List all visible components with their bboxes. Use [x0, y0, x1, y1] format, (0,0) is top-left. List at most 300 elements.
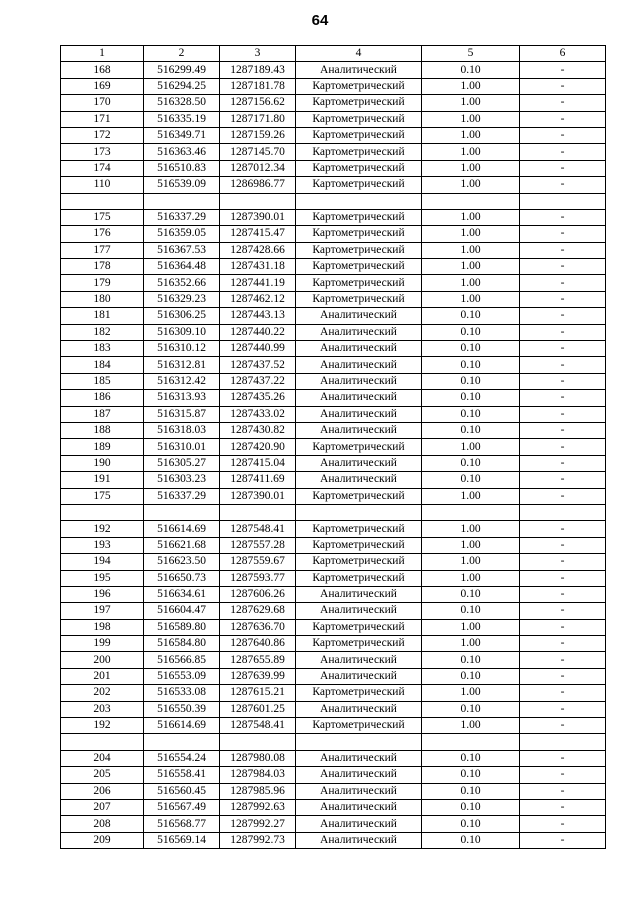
table-cell: 516349.71 [144, 127, 220, 143]
table-cell: 1.00 [422, 291, 520, 307]
table-cell: Аналитический [296, 422, 422, 438]
table-cell: 1.00 [422, 259, 520, 275]
table-cell: - [520, 816, 606, 832]
table-cell: 0.10 [422, 472, 520, 488]
table-cell: - [520, 652, 606, 668]
table-cell: 516310.01 [144, 439, 220, 455]
table-cell: - [520, 422, 606, 438]
table-cell: 1287181.78 [220, 78, 296, 94]
table-cell: 516621.68 [144, 537, 220, 553]
table-cell: 0.10 [422, 767, 520, 783]
table-cell: 1.00 [422, 78, 520, 94]
table-cell: 187 [61, 406, 144, 422]
table-cell: 516313.93 [144, 390, 220, 406]
table-cell: 1287012.34 [220, 160, 296, 176]
table-cell: Картометрический [296, 177, 422, 193]
table-row [61, 373, 606, 389]
table-row [61, 62, 606, 78]
table-cell: 516305.27 [144, 455, 220, 471]
table-row [61, 504, 606, 520]
table-cell: 169 [61, 78, 144, 94]
table-cell: 183 [61, 341, 144, 357]
table-cell: 516614.69 [144, 521, 220, 537]
table-cell: 175 [61, 488, 144, 504]
table-cell [220, 193, 296, 209]
table-row [61, 111, 606, 127]
table-row [61, 799, 606, 815]
table-cell: 1287639.99 [220, 668, 296, 684]
column-header: 4 [296, 46, 422, 62]
page-number: 64 [311, 12, 329, 29]
table-cell [296, 734, 422, 750]
table-cell: - [520, 570, 606, 586]
table-cell: 516359.05 [144, 226, 220, 242]
table-cell: 1287601.25 [220, 701, 296, 717]
table-cell: 516560.45 [144, 783, 220, 799]
table-cell: 207 [61, 799, 144, 815]
table-cell: Аналитический [296, 324, 422, 340]
table-cell: Картометрический [296, 570, 422, 586]
table-cell: Аналитический [296, 799, 422, 815]
table-cell: Аналитический [296, 603, 422, 619]
table-row [61, 816, 606, 832]
table-cell: 1.00 [422, 636, 520, 652]
table-cell: Аналитический [296, 701, 422, 717]
table-cell: 516315.87 [144, 406, 220, 422]
table-cell: Аналитический [296, 406, 422, 422]
table-cell: 1.00 [422, 144, 520, 160]
table-row [61, 652, 606, 668]
table-cell: 0.10 [422, 62, 520, 78]
table-cell: 0.10 [422, 341, 520, 357]
table-row [61, 193, 606, 209]
table-cell: 1.00 [422, 488, 520, 504]
table-row [61, 308, 606, 324]
table-cell: 1286986.77 [220, 177, 296, 193]
column-header: 5 [422, 46, 520, 62]
table-cell: - [520, 586, 606, 602]
table-cell: Аналитический [296, 783, 422, 799]
table-cell [520, 504, 606, 520]
table-cell: 1.00 [422, 570, 520, 586]
table-cell: - [520, 341, 606, 357]
table-cell: 1287171.80 [220, 111, 296, 127]
table-cell: 0.10 [422, 455, 520, 471]
table-cell: - [520, 111, 606, 127]
table-cell [61, 504, 144, 520]
table-cell: 516312.42 [144, 373, 220, 389]
table-cell: 516623.50 [144, 554, 220, 570]
table-cell: Аналитический [296, 832, 422, 848]
table-cell [144, 193, 220, 209]
table-row [61, 291, 606, 307]
table-cell: 170 [61, 95, 144, 111]
table-cell: Аналитический [296, 455, 422, 471]
column-header: 6 [520, 46, 606, 62]
table-cell: Картометрический [296, 259, 422, 275]
table-cell: 188 [61, 422, 144, 438]
table-cell: 206 [61, 783, 144, 799]
table-cell: 184 [61, 357, 144, 373]
table-cell: Аналитический [296, 586, 422, 602]
table-cell: 196 [61, 586, 144, 602]
table-cell: 516569.14 [144, 832, 220, 848]
table-cell: 1287462.12 [220, 291, 296, 307]
table-cell: 516566.85 [144, 652, 220, 668]
table-cell: - [520, 439, 606, 455]
table-cell [422, 734, 520, 750]
table-cell [296, 193, 422, 209]
table-cell: 516303.23 [144, 472, 220, 488]
table-cell: 0.10 [422, 422, 520, 438]
table-cell: 199 [61, 636, 144, 652]
table-row [61, 226, 606, 242]
table-cell: 191 [61, 472, 144, 488]
table-cell: 516553.09 [144, 668, 220, 684]
table-row [61, 455, 606, 471]
table-cell: 1.00 [422, 439, 520, 455]
table-cell: Картометрический [296, 275, 422, 291]
table-cell: Картометрический [296, 619, 422, 635]
table-cell: - [520, 95, 606, 111]
table-cell: 1.00 [422, 127, 520, 143]
table-row [61, 422, 606, 438]
table-cell: 178 [61, 259, 144, 275]
table-cell: - [520, 144, 606, 160]
coordinates-table [60, 45, 606, 849]
table-cell: - [520, 472, 606, 488]
table-header [61, 46, 606, 62]
table-cell: Картометрический [296, 291, 422, 307]
table-cell: 1.00 [422, 242, 520, 258]
table-cell: 516312.81 [144, 357, 220, 373]
table-cell: 1287431.18 [220, 259, 296, 275]
table-cell: Аналитический [296, 767, 422, 783]
table-row [61, 177, 606, 193]
table-cell [61, 734, 144, 750]
table-row [61, 734, 606, 750]
table-row [61, 668, 606, 684]
table-cell: 1.00 [422, 209, 520, 225]
table-cell [422, 504, 520, 520]
table-cell: 192 [61, 718, 144, 734]
table-row [61, 390, 606, 406]
table-row [61, 127, 606, 143]
table-cell: 516364.48 [144, 259, 220, 275]
table-cell: Картометрический [296, 127, 422, 143]
table-cell [520, 734, 606, 750]
table-cell: 181 [61, 308, 144, 324]
table-row [61, 570, 606, 586]
table-cell: 516558.41 [144, 767, 220, 783]
table-cell: - [520, 537, 606, 553]
table-cell: Аналитический [296, 357, 422, 373]
table-cell [220, 734, 296, 750]
table-cell: 516539.09 [144, 177, 220, 193]
table-cell: Аналитический [296, 816, 422, 832]
table-row [61, 324, 606, 340]
table-cell: 202 [61, 685, 144, 701]
table-cell: 516310.12 [144, 341, 220, 357]
column-header: 2 [144, 46, 220, 62]
table-cell: 1287440.22 [220, 324, 296, 340]
table-cell [296, 504, 422, 520]
table-cell: Картометрический [296, 78, 422, 94]
table-cell: - [520, 324, 606, 340]
table-cell: 173 [61, 144, 144, 160]
table-row [61, 586, 606, 602]
table-cell: Картометрический [296, 226, 422, 242]
table-cell: - [520, 488, 606, 504]
table-cell: 0.10 [422, 750, 520, 766]
table-cell: 198 [61, 619, 144, 635]
table-cell: - [520, 209, 606, 225]
table-cell: 1287411.69 [220, 472, 296, 488]
table-cell: 1287415.47 [220, 226, 296, 242]
table-cell: 1.00 [422, 718, 520, 734]
table-row [61, 521, 606, 537]
table-row [61, 341, 606, 357]
table-cell: Аналитический [296, 472, 422, 488]
table-cell: 516306.25 [144, 308, 220, 324]
table-cell: 1287159.26 [220, 127, 296, 143]
table-cell: - [520, 603, 606, 619]
table-cell: 1287433.02 [220, 406, 296, 422]
table-cell: Картометрический [296, 685, 422, 701]
table-cell: 516309.10 [144, 324, 220, 340]
table-cell: 1287548.41 [220, 521, 296, 537]
table-cell: 1287437.52 [220, 357, 296, 373]
table-cell: 176 [61, 226, 144, 242]
table-cell: - [520, 750, 606, 766]
table-cell: Картометрический [296, 636, 422, 652]
table-cell: 516329.23 [144, 291, 220, 307]
table-cell: 1.00 [422, 619, 520, 635]
table-cell: 1287145.70 [220, 144, 296, 160]
table-cell: 189 [61, 439, 144, 455]
table-cell: 1287430.82 [220, 422, 296, 438]
table-cell: 200 [61, 652, 144, 668]
table-cell: 1287980.08 [220, 750, 296, 766]
table-cell: - [520, 357, 606, 373]
table-cell: - [520, 160, 606, 176]
table-row [61, 832, 606, 848]
table-cell: - [520, 521, 606, 537]
table-cell: - [520, 291, 606, 307]
table-cell: 186 [61, 390, 144, 406]
table-cell: 1.00 [422, 160, 520, 176]
table-cell: - [520, 783, 606, 799]
table-cell: - [520, 259, 606, 275]
table-cell: Аналитический [296, 750, 422, 766]
table-cell: 516568.77 [144, 816, 220, 832]
table-cell [422, 193, 520, 209]
table-cell: Картометрический [296, 554, 422, 570]
table-cell: - [520, 127, 606, 143]
table-cell: 1287992.63 [220, 799, 296, 815]
table-cell: 1287548.41 [220, 718, 296, 734]
table-cell: 516567.49 [144, 799, 220, 815]
table-cell: Картометрический [296, 242, 422, 258]
table-cell: 0.10 [422, 586, 520, 602]
table-row [61, 554, 606, 570]
table-cell [520, 193, 606, 209]
table-cell: 174 [61, 160, 144, 176]
table-cell: - [520, 832, 606, 848]
table-row [61, 160, 606, 176]
table-cell: - [520, 455, 606, 471]
table-cell: 516604.47 [144, 603, 220, 619]
table-cell: - [520, 636, 606, 652]
table-row [61, 619, 606, 635]
table-cell: 1287984.03 [220, 767, 296, 783]
table-cell: 1287390.01 [220, 488, 296, 504]
table-cell: 1287985.96 [220, 783, 296, 799]
table-cell: 1.00 [422, 275, 520, 291]
table-cell: - [520, 177, 606, 193]
column-header: 1 [61, 46, 144, 62]
table-row [61, 718, 606, 734]
table-row [61, 95, 606, 111]
table-cell: Аналитический [296, 652, 422, 668]
table-cell [61, 193, 144, 209]
table-cell: Аналитический [296, 668, 422, 684]
table-cell: 1287559.67 [220, 554, 296, 570]
table-cell: 204 [61, 750, 144, 766]
table-cell: 1287156.62 [220, 95, 296, 111]
table-cell: - [520, 799, 606, 815]
table-cell: 208 [61, 816, 144, 832]
table-row [61, 439, 606, 455]
table-row [61, 537, 606, 553]
table-cell: Картометрический [296, 209, 422, 225]
table-row [61, 209, 606, 225]
table-cell: 1287420.90 [220, 439, 296, 455]
table-cell: - [520, 373, 606, 389]
table-cell: 0.10 [422, 701, 520, 717]
table-cell: Картометрический [296, 144, 422, 160]
table-cell: 193 [61, 537, 144, 553]
table-cell: 1287415.04 [220, 455, 296, 471]
table-cell: 1287428.66 [220, 242, 296, 258]
table-cell: 182 [61, 324, 144, 340]
table-cell: 195 [61, 570, 144, 586]
table-cell: - [520, 668, 606, 684]
table-cell: 516352.66 [144, 275, 220, 291]
table-cell: 0.10 [422, 668, 520, 684]
table-cell: 1.00 [422, 111, 520, 127]
table-cell: 1.00 [422, 177, 520, 193]
table-cell: 1287593.77 [220, 570, 296, 586]
header-row [61, 46, 606, 62]
table-row [61, 144, 606, 160]
table-body [61, 62, 606, 849]
table-cell: Картометрический [296, 521, 422, 537]
table-row [61, 472, 606, 488]
table-row [61, 685, 606, 701]
table-cell: 516337.29 [144, 488, 220, 504]
table-row [61, 783, 606, 799]
table-cell: Картометрический [296, 439, 422, 455]
table-cell: 516294.25 [144, 78, 220, 94]
table-cell: 1287437.22 [220, 373, 296, 389]
table-cell: - [520, 390, 606, 406]
table-cell: Картометрический [296, 160, 422, 176]
table-cell: - [520, 226, 606, 242]
table-cell: - [520, 406, 606, 422]
table-cell: Аналитический [296, 373, 422, 389]
table-row [61, 275, 606, 291]
table-cell: - [520, 62, 606, 78]
table-cell: 190 [61, 455, 144, 471]
table-row [61, 78, 606, 94]
table-cell: - [520, 78, 606, 94]
table-cell: 1.00 [422, 685, 520, 701]
table-cell: 1287629.68 [220, 603, 296, 619]
table-row [61, 488, 606, 504]
table-cell: 516533.08 [144, 685, 220, 701]
table-row [61, 259, 606, 275]
table-cell: 201 [61, 668, 144, 684]
table-cell: Картометрический [296, 95, 422, 111]
table-cell: 209 [61, 832, 144, 848]
table-cell: 0.10 [422, 652, 520, 668]
table-cell: 516584.80 [144, 636, 220, 652]
table-cell: 516650.73 [144, 570, 220, 586]
table-row [61, 357, 606, 373]
table-cell: 0.10 [422, 799, 520, 815]
table-cell: 1287435.26 [220, 390, 296, 406]
table-cell: 0.10 [422, 324, 520, 340]
table-cell: 1287606.26 [220, 586, 296, 602]
table-row [61, 242, 606, 258]
table-cell: 1287557.28 [220, 537, 296, 553]
table-cell: Картометрический [296, 718, 422, 734]
table-cell: 1287443.13 [220, 308, 296, 324]
table-cell: 179 [61, 275, 144, 291]
table-cell: - [520, 554, 606, 570]
table-cell: 0.10 [422, 373, 520, 389]
table-cell: - [520, 767, 606, 783]
table-cell: Аналитический [296, 62, 422, 78]
table-cell: 0.10 [422, 357, 520, 373]
table-cell: 110 [61, 177, 144, 193]
table-cell: 0.10 [422, 783, 520, 799]
table-cell: Картометрический [296, 111, 422, 127]
table-row [61, 767, 606, 783]
table-cell: 1287992.73 [220, 832, 296, 848]
table-cell: 1287390.01 [220, 209, 296, 225]
table-cell: 0.10 [422, 406, 520, 422]
table-cell: 171 [61, 111, 144, 127]
table-cell: Аналитический [296, 308, 422, 324]
table-cell: Картометрический [296, 488, 422, 504]
table-cell: 0.10 [422, 390, 520, 406]
table-cell: 1287189.43 [220, 62, 296, 78]
table-cell: - [520, 718, 606, 734]
table-cell: 194 [61, 554, 144, 570]
table-cell: 205 [61, 767, 144, 783]
table-cell: 516337.29 [144, 209, 220, 225]
table-row [61, 603, 606, 619]
table-cell: 192 [61, 521, 144, 537]
table-cell: 516318.03 [144, 422, 220, 438]
table-cell: 185 [61, 373, 144, 389]
table-cell: 1.00 [422, 226, 520, 242]
table-cell: - [520, 275, 606, 291]
table-cell: 1287440.99 [220, 341, 296, 357]
table-cell: 1.00 [422, 537, 520, 553]
